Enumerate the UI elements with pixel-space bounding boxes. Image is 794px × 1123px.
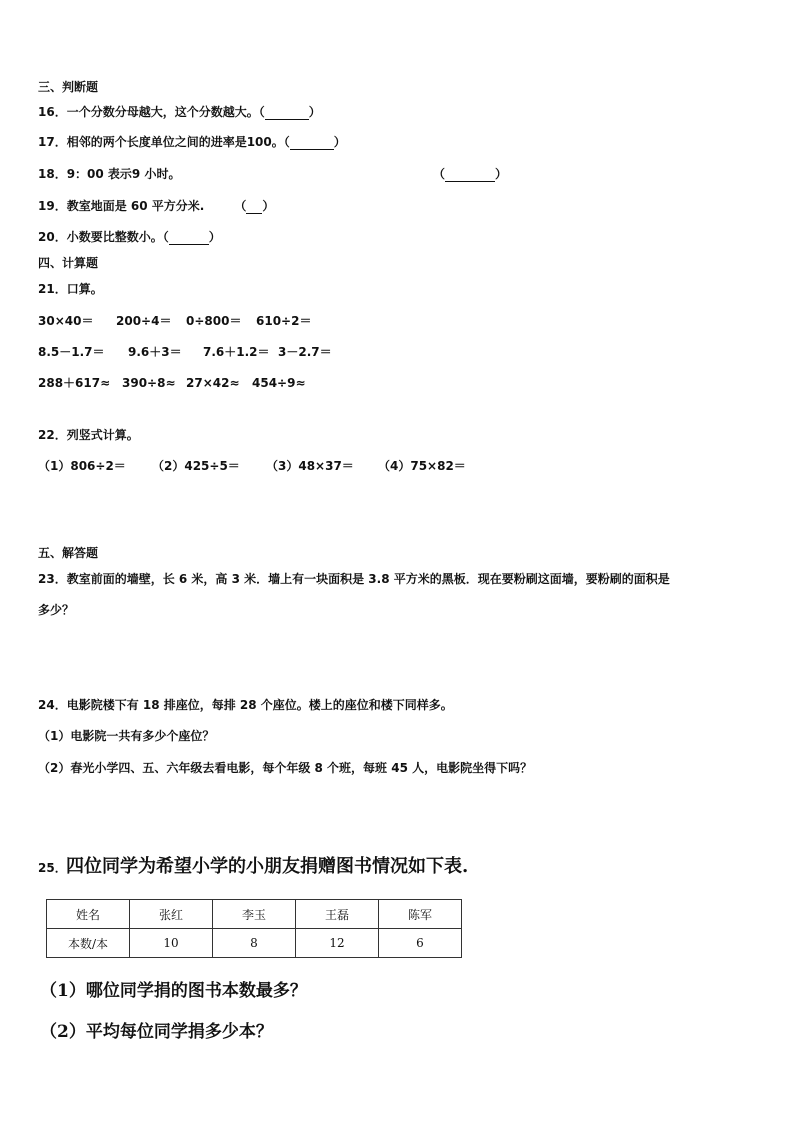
question-25-sub2: （2）平均每位同学捐多少本？ — [40, 1022, 273, 1042]
question-17-close: ） — [333, 135, 346, 149]
question-16 — [38, 104, 321, 120]
question-18-answer — [433, 166, 507, 182]
question-19-text: 19．教室地面是 60 平方分米. — [38, 199, 205, 213]
table-cell: 姓名 — [47, 900, 130, 929]
question-16-text: 16．一个分数分母越大，这个分数越大。（ — [38, 105, 265, 119]
question-23-line2: 多少？ — [38, 603, 75, 617]
mental-math-item: 610÷2＝ — [256, 314, 312, 328]
question-19-close: ） — [262, 199, 275, 213]
mental-math-item: 3－2.7＝ — [278, 345, 332, 359]
question-17-text: 17．相邻的两个长度单位之间的进率是100。（ — [38, 135, 290, 149]
table-cell: 8 — [213, 929, 296, 958]
mental-math-item: 7.6＋1.2＝ — [203, 345, 270, 359]
table-cell: 10 — [130, 929, 213, 958]
table-cell: 12 — [296, 929, 379, 958]
question-22-title: 22．列竖式计算。 — [38, 428, 139, 442]
mental-math-item: 390÷8≈ — [122, 376, 176, 390]
table-cell: 6 — [379, 929, 462, 958]
mental-math-item: 8.5－1.7＝ — [38, 345, 105, 359]
mental-math-item: 30×40＝ — [38, 314, 94, 328]
question-25-sub1: （1）哪位同学捐的图书本数最多？ — [40, 981, 307, 1001]
section-5-title: 五、解答题 — [38, 546, 99, 560]
section-4-title: 四、计算题 — [38, 256, 99, 270]
answer-blank[interactable] — [246, 201, 262, 214]
answer-blank[interactable] — [290, 137, 334, 150]
table-cell: 张红 — [130, 900, 213, 929]
question-25-text: 四位同学为希望小学的小朋友捐赠图书情况如下表. — [66, 856, 469, 877]
vertical-calc-item: （4）75×82＝ — [378, 459, 466, 473]
question-24-sub2: （2）春光小学四、五、六年级去看电影，每个年级 8 个班，每班 45 人，电影院坐得下吗？ — [38, 761, 533, 775]
question-18-text: 18．9：00 表示9 小时。 — [38, 167, 181, 181]
question-19 — [38, 198, 274, 214]
question-20 — [38, 229, 221, 245]
question-18-close: ） — [495, 167, 508, 181]
question-20-text: 20．小数要比整数小。（ — [38, 230, 169, 244]
answer-blank[interactable] — [445, 169, 495, 182]
vertical-calc-item: （3）48×37＝ — [266, 459, 354, 473]
mental-math-item: 454÷9≈ — [252, 376, 306, 390]
book-donation-table — [46, 899, 462, 958]
question-23-line1: 23．教室前面的墙壁，长 6 米，高 3 米．墙上有一块面积是 3.8 平方米的黑板．现在要粉刷这面墙，要粉刷的面积是 — [38, 572, 670, 586]
mental-math-item: 0÷800＝ — [186, 314, 242, 328]
section-3-title: 三、判断题 — [38, 80, 99, 94]
table-row — [47, 929, 462, 958]
table-cell: 陈军 — [379, 900, 462, 929]
answer-blank[interactable] — [265, 107, 309, 120]
question-18-open: （ — [433, 167, 446, 181]
vertical-calc-item: （2）425÷5＝ — [152, 459, 240, 473]
question-21-title: 21．口算。 — [38, 282, 103, 296]
mental-math-item: 9.6＋3＝ — [128, 345, 182, 359]
question-25-number: 25． — [38, 861, 67, 875]
question-16-close: ） — [308, 105, 321, 119]
table-cell: 李玉 — [213, 900, 296, 929]
table-cell: 王磊 — [296, 900, 379, 929]
question-24: 24．电影院楼下有 18 排座位，每排 28 个座位。楼上的座位和楼下同样多。 — [38, 698, 453, 712]
question-18 — [38, 166, 180, 182]
question-17 — [38, 134, 346, 150]
question-24-sub1: （1）电影院一共有多少个座位？ — [38, 729, 215, 743]
question-20-close: ） — [208, 230, 221, 244]
answer-blank[interactable] — [169, 232, 209, 245]
mental-math-item: 288＋617≈ — [38, 376, 111, 390]
table-header-row — [47, 900, 462, 929]
mental-math-item: 27×42≈ — [186, 376, 240, 390]
question-19-open: （ — [234, 199, 247, 213]
mental-math-item: 200÷4＝ — [116, 314, 172, 328]
vertical-calc-item: （1）806÷2＝ — [38, 459, 126, 473]
table-cell: 本数/本 — [47, 929, 130, 958]
